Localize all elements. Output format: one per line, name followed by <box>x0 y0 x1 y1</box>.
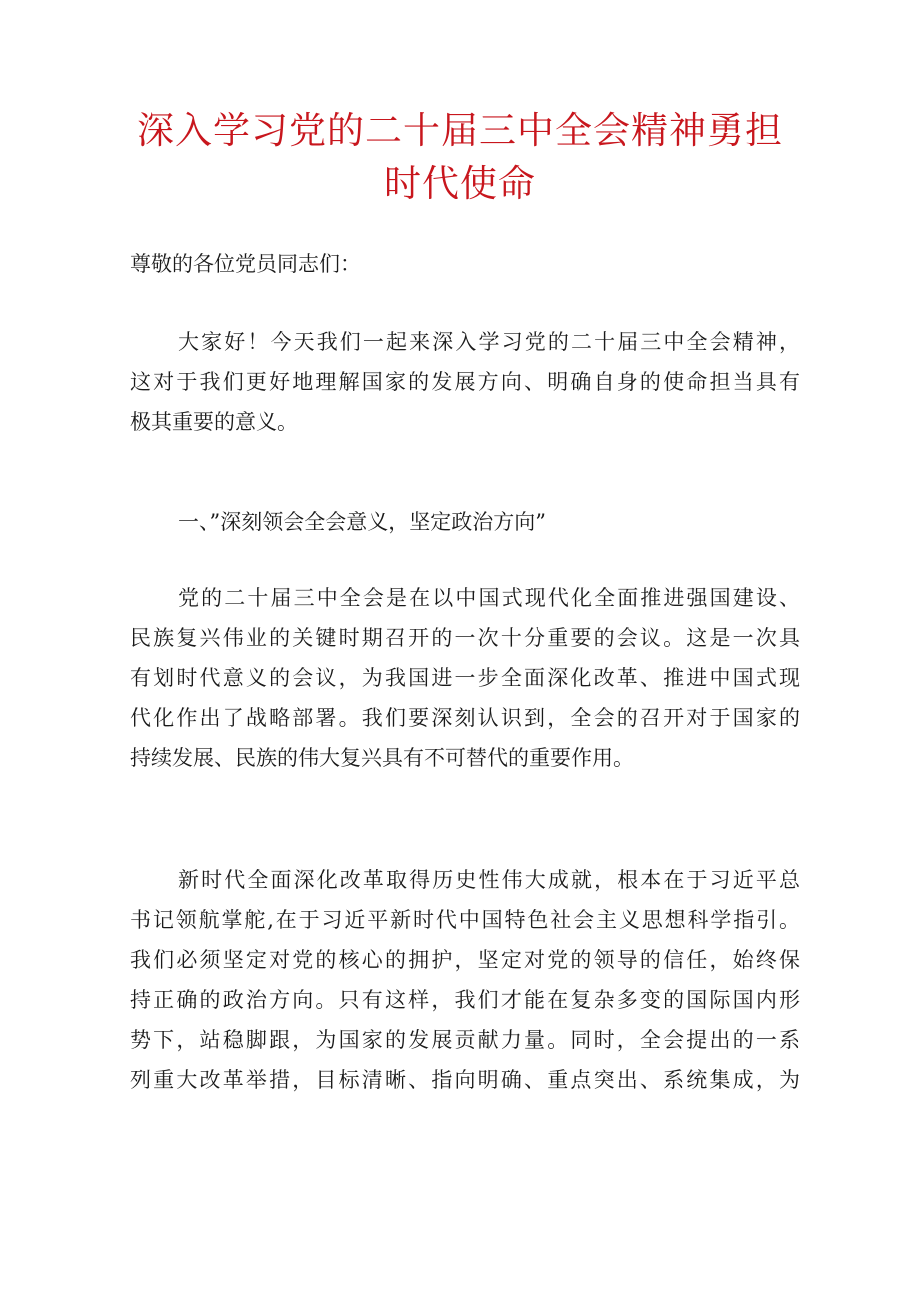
paragraph-line: 民族复兴伟业的关键时期召开的一次十分重要的会议。这是一次具 <box>130 626 800 650</box>
paragraph-line: 极其重要的意义。 <box>130 410 298 434</box>
paragraph-line: 这对于我们更好地理解国家的发展方向、明确自身的使命担当具有 <box>130 370 800 394</box>
paragraph-line: 代化作出了战略部署。我们要深刻认识到，全会的召开对于国家的 <box>130 706 800 730</box>
paragraph-greeting <box>130 322 800 442</box>
paragraph-line: 党的二十届三中全会是在以中国式现代化全面推进强国建设、 <box>178 586 800 610</box>
paragraph-line: 我们必须坚定对党的核心的拥护，坚定对党的领导的信任，始终保 <box>130 948 800 972</box>
paragraph-line: 大家好！今天我们一起来深入学习党的二十届三中全会精神， <box>178 330 800 354</box>
paragraph-line: 新时代全面深化改革取得历史性伟大成就，根本在于习近平总 <box>178 868 800 892</box>
document-title <box>110 104 810 210</box>
paragraph-line: 书记领航掌舵,在于习近平新时代中国特色社会主义思想科学指引。 <box>130 908 800 932</box>
paragraph-reform-achievements <box>130 860 800 1100</box>
section-heading-1 <box>130 502 800 542</box>
salutation-text: 尊敬的各位党员同志们： <box>130 252 361 276</box>
salutation <box>130 244 800 284</box>
paragraph-line: 列重大改革举措，目标清晰、指向明确、重点突出、系统集成，为 <box>130 1068 800 1092</box>
paragraph-line: 有划时代意义的会议，为我国进一步全面深化改革、推进中国式现 <box>130 666 800 690</box>
section-heading-text: 一、”深刻领会全会意义，坚定政治方向” <box>178 510 546 534</box>
paragraph-line: 持续发展、民族的伟大复兴具有不可替代的重要作用。 <box>130 746 634 770</box>
paragraph-plenum-significance <box>130 578 800 778</box>
paragraph-line: 势下，站稳脚跟，为国家的发展贡献力量。同时，全会提出的一系 <box>130 1028 800 1052</box>
paragraph-line: 持正确的政治方向。只有这样，我们才能在复杂多变的国际国内形 <box>130 988 800 1012</box>
title-line-1: 深入学习党的二十届三中全会精神勇担 <box>137 109 783 152</box>
title-line-2: 时代使命 <box>384 162 536 205</box>
